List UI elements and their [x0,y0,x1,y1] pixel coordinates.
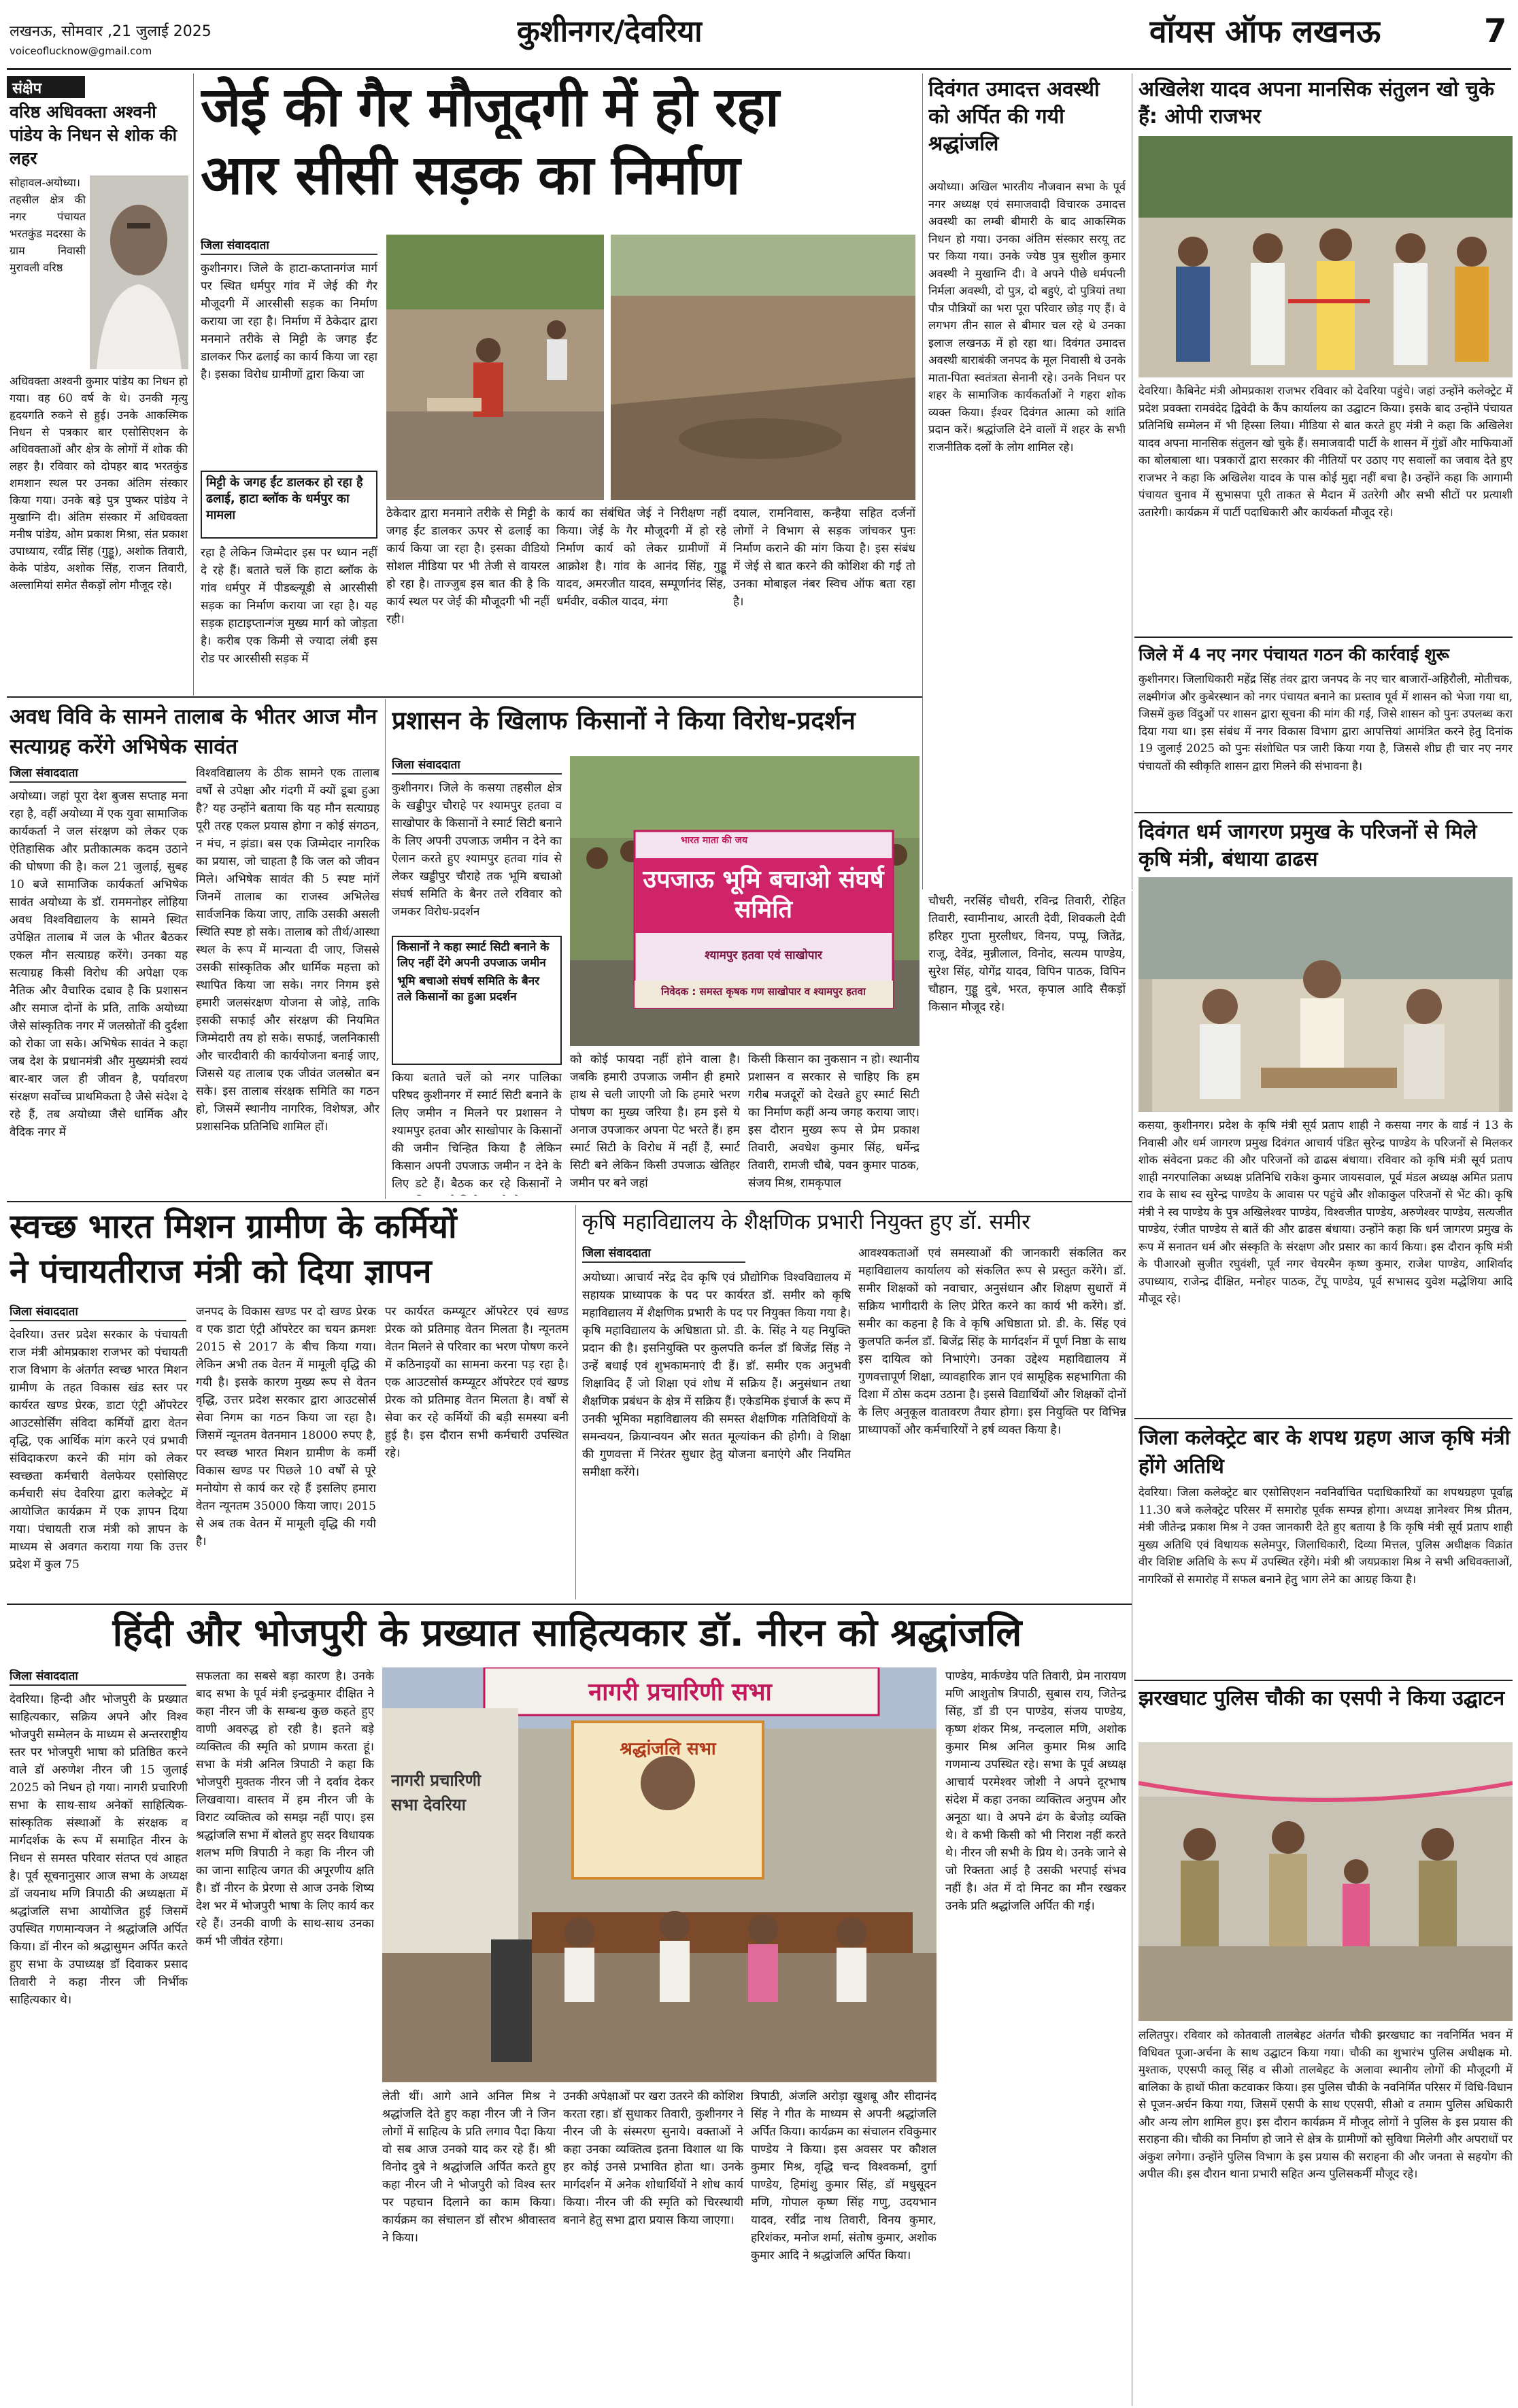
hindi-col3: लेती थीं। आगे आने अनिल मिश्र ने श्रद्धांजलि देते हुए कहा नीरन जी ने जिन लोगों में साहित्य के प्रति लगाव पैदा किया वो सब आज उनको याद कर रहे हैं। श्री विनोद दुबे ने श्रद्धांजलि अर्पित करते हुए कहा नीरन जी ने भोजपुरी को विश्व स्तर पर पहचान दिलाने का काम किया। कार्यक्रम का संचालन डॉ सौरभ श्रीवास्तव ने किया। [382,2090,556,2245]
section-rule [1134,1418,1513,1419]
kisan-box-point-1: किसानों ने कहा स्मार्ट सिटी बनाने के लिए नहीं देंगे अपनी उपजाऊ जमीन [397,940,550,970]
kisan-col1: कुशीनगर। जिले के कसया तहसील क्षेत्र के खड्डीपुर चौराहे पर श्यामपुर हतवा व साखोपार के किसानों ने स्मार्ट सिटी बनाने के लिए अपनी उपजाऊ जमीन न देने का ऐलान करते हुए श्यामपुर हतवा गांव से लेकर खड्डीपुर चौराहे तक भूमि बचाओ संघर्ष समिति के बैनर तले रविवार को जमकर विरोध-प्रदर्शन [392,781,562,919]
tribute-body: अयोध्या। अखिल भारतीय नौजवान सभा के पूर्व नगर अध्यक्ष एवं समाजवादी विचारक उमादत्त अवस्थी का लम्बी बीमारी के बाद आकस्मिक निधन हो गया। उनका अंतिम संस्कार सरयू तट पर किया गया। उनके ज्येष्ठ पुत्र सुशील कुमार अवस्थी ने मुखाग्नि दी। वे अपने पीछे धर्मपत्नी निर्मला अवस्थी, दो पुत्र, दो बहुएं, दो पुत्रियां तथा पौत्र पौत्रियों का भरा पूरा परिवार छोड़ गए हैं। वे लगभग तीन साल से बीमार चल रहे थे उनका इलाज लखनऊ में हो रहा था। दिवंगत उमादत्त अवस्थी बाराबंकी जनपद के मूल निवासी थे उनके माता-पिता स्वतंत्रता सेनानी रहे। उनके निधन पर शहर के सामाजिक कार्यकर्ताओं ने गहरा शोक व्यक्त किया। ईश्वर दिवंगत आत्मा को शांति प्रदान करें। श्रद्धांजलि देने वालों में शहर के सभी राजनीतिक दलों के लोग शामिल रहे। [928,180,1126,454]
dharm-photo-meeting [1138,877,1513,1112]
banner-footer: निवेदक : समस्त कृषक गण साखोपार व श्यामपुर हतवा [661,985,866,998]
brief-body: अधिवक्ता अश्वनी कुमार पांडेय का निधन हो गया। वह 60 वर्ष के थे। उनकी मृत्यु हृदयगति रुकने से हुई। उनके आकस्मिक निधन से पत्रकार बार एसोसिएशन के अधिवक्ताओं और क्षेत्र के लोगों में शोक की लहर है। रविवार को दोपहर बाद भरतकुंड शमशान स्थल पर उनका अंतिम संस्कार किया गया। उनके बड़े पुत्र पुष्कर पांडेय ने मुखाग्नि दी। अंतिम संस्कार में अधिवक्ता मनीष पांडेय, ओम प्रकाश मिश्रा, संत प्रकाश उपाध्याय, रवींद्र सिंह (गुड्डू), अशोक तिवारी, केके पांडेय, अशोक सिंह, राजन तिवारी, अल्लामियां समेत सैकड़ों लोग मौजूद रहे। [10,375,188,592]
brief-tag: संक्षेप [7,76,85,98]
page-number: 7 [1484,12,1507,50]
akhilesh-photo-inauguration [1138,136,1513,377]
dharm-headline: दिवंगत धर्म जागरण प्रमुख के परिजनों से मिले कृषि मंत्री, बंधाया ढाढस [1138,820,1477,871]
lead-highlight-box: मिट्टी के जगह ईंट डालकर हो रहा है ढलाई, हाटा ब्लॉक के धर्मपुर का मामला [201,471,377,539]
lead-byline: जिला संवाददाता [201,237,377,255]
section-rule [1134,1680,1513,1681]
kisan-byline: जिला संवाददाता [392,756,562,775]
brief-portrait [90,175,188,369]
email: voiceoflucknow@gmail.com [10,45,152,57]
lead-headline-2: आर सीसी सड़क का निर्माण [201,144,740,207]
brief-headline: वरिष्ठ अधिवक्ता अश्वनी पांडेय के निधन से शोक की लहर [10,102,178,168]
photo-banner-title: नागरी प्रचारिणी सभा [588,1678,772,1706]
banner-slogan: भारत माता की जय [680,835,748,846]
swachh-headline-1: स्वच्छ भारत मिशन ग्रामीण के कर्मियों [10,1207,457,1246]
krishi-headline: कृषि महाविद्यालय के शैक्षणिक प्रभारी नियुक्त हुए डॉ. समीर [582,1210,1030,1234]
swachh-col1: देवरिया। उत्तर प्रदेश सरकार के पंचायती राज मंत्री ओमप्रकाश राजभर को पंचायती राज विभाग के अंतर्गत स्वच्छ भारत मिशन ग्रामीण के तहत विकास खंड स्तर पर कार्यरत खण्ड प्रेरक, डाटा एंट्री ऑपरेटर आउटसोर्सिंग संविदा कर्मियों द्वारा वेतन वृद्धि, एक आर्थिक मांग करने एवं प्रभावी संविदाकरण करने की मांग को लेकर स्वच्छता कर्मचारी वेलफेयर एसोसिएट कर्मचारी संघ देवरिया द्वारा कलेक्ट्रेट में आयोजित कार्यक्रम में एक ज्ञापन दिया गया। पंचायती राज मंत्री को ज्ञापन के माध्यम से अवगत कराया गया कि उत्तर प्रदेश में कुल 75 [10,1328,188,1572]
swachh-col3: पर कार्यरत कम्प्यूटर ऑपरेटर एवं खण्ड प्रेरक को प्रतिमाह वेतन मिलता है। न्यूनतम वेतन मिलने से परिवार का भरण पोषण करने में कठिनाइयों का सामना करना पड़ रहा है। एक आउटसोर्स कम्प्यूटर ऑपरेटर एवं खण्ड प्रेरक को प्रतिमाह वेतन मिलता है। वर्षों से सेवा कर रहे कर्मियों की बड़ी समस्या बनी हुई है। इस दौरान सभी कर्मचारी उपस्थित रहे। [385,1305,569,1460]
photo-banner-subtitle: श्रद्धांजलि सभा [620,1739,716,1759]
avadh-byline: जिला संवाददाता [10,764,186,783]
dharm-body: कसया, कुशीनगर। प्रदेश के कृषि मंत्री सूर्य प्रताप शाही ने कसया नगर के वार्ड नं 13 के निवासी और धर्म जागरण प्रमुख दिवंगत आचार्य पंडित सुरेन्द्र पाण्डेय के परिजनों से मिलकर शोक संवेदना प्रकट की और परिजनों को ढाढस बंधाया। रविवार को कृषि मंत्री सूर्य प्रताप शाही नगरपालिका अध्यक्ष प्रतिनिधि राकेश कुमार जायसवाल, पूर्व मंडल अध्यक्ष अमित प्रताप राव के साथ स्व सुरेन्द्र पाण्डेय के आवास पर पहुंचे और शोकाकुल परिजनों से भेंट की। कृषि मंत्री ने स्व पाण्डेय के पुत्र अखिलेश्वर पाण्डेय, विश्वजीत पाण्डेय, अरुणेश्वर पाण्डेय, सत्यजीत पाण्डेय, रंजीत पाण्डेय से बातें की और ढाढस बंधाया। उन्होंने कहा कि धर्म जागरण प्रमुख के रूप में सनातन धर्म और संस्कृति के संरक्षण और प्रसार का कार्य किया। इस दौरान कृषि मंत्री के पीआरओ सुजीत रघुवंशी, पूर्व नगर चेयरमैन कृष्ण कुमार, राजेश पाण्डेय, आशिर्वाद उपाध्याय, राजेन्द्र दीक्षित, मनोहर पाठक, टेंपू पाण्डेय, पूर्व सभासद युवेश मद्धेशिया आदि मौजूद रहे। [1138,1119,1513,1305]
akhilesh-headline: अखिलेश यादव अपना मानसिक संतुलन खो चुके हैं: ओपी राजभर [1138,78,1495,129]
nagar-body: कुशीनगर। जिलाधिकारी महेंद्र सिंह तंवर द्वारा जनपद के नए चार बाजारों-अहिरौली, मोतीचक, लक्ष्मीगंज और कुबेरस्थान को नगर पंचायत बनाने का प्रस्ताव पूर्व में शासन को भेजा गया था, जिसमें कुछ विंदुओं पर शासन द्वारा सूचना की मांग की गई, जिसे शासन को पुनः उपलब्ध करा दिया गया था। इस संबंध में नगर विकास विभाग द्वारा आपत्तियां आमंत्रित करने हेतु दिनांक 19 जुलाई 2025 को पुनः संशोधित पत्र जारी किया गया है, जिससे शीघ्र ही चार नए नगर पंचायतों की स्वीकृति शासन द्वारा मिलने की संभावना है। [1138,673,1513,773]
hindi-col4: उनकी अपेक्षाओं पर खरा उतरने की कोशिश करता रहा। डॉ सुधाकर तिवारी, कुशीनगर ने नीरन जी के संस्मरण सुनाये। वक्ताओं ने कहा उनका व्यक्तित्व इतना विशाल था कि हर कोई उनसे प्रभावित होता था। उनके मार्गदर्शन में अनेक शोधार्थियों ने शोध कार्य किया। नीरन जी की स्मृति को चिरस्थायी बनाने हेतु सभा द्वारा प्रयास किया जाएगा। [563,2090,743,2227]
avadh-headline: अवध विवि के सामने तालाब के भीतर आज मौन सत्याग्रह करेंगे अभिषेक सावंत [10,705,377,759]
lead-headline-1: जेई की गैर मौजूदगी में हो रहा [201,76,779,139]
dateline: लखनऊ, सोमवार ,21 जुलाई 2025 [10,23,212,40]
krishi-col2: आवश्यकताओं एवं समस्याओं की जानकारी संकलित कर महाविद्यालय कार्यालय को संकलित रूप से प्रस्तुत करेंगे। डॉ. समीर शिक्षकों को नवाचार, अनुसंधान और शिक्षण सुधारों में सक्रिय भागीदारी के लिए प्रेरित करने का कार्य भी करेंगे। डॉ. समीर का कहना है कि वे कृषि अधिष्ठाता प्रो. डी. के. सिंह एवं कुलपति कर्नल डॉ. बिजेंद्र सिंह के मार्गदर्शन में पूर्ण निष्ठा के साथ इस दायित्व को निभाएंगे। उनका उद्देश्य महाविद्यालय में गुणवत्तापूर्ण शिक्षा, व्यावहारिक ज्ञान एवं सामूहिक सहभागिता की दिशा में ठोस कदम उठाना है। इससे विद्यार्थियों और शिक्षकों दोनों के लिए अनुकूल वातावरण तैयार होगा। इस नियुक्ति पर विभिन्न प्राध्यापकों और कर्मचारियों ने हर्ष व्यक्त किया है। [858,1247,1126,1437]
banner-title: उपजाऊ भूमि बचाओ संघर्ष समिति [643,866,884,923]
nagar-headline: जिले में 4 नए नगर पंचायत गठन की कार्रवाई शुरू [1138,645,1449,664]
section-rule [7,1604,1132,1605]
avadh-col2: विश्वविद्यालय के ठीक सामने एक तालाब वर्षों से उपेक्षा और गंदगी में क्यों डूबा हुआ है? यह उन्होंने बताया कि यह मौन सत्याग्रह पूरी तरह एकल प्रयास होगा न कोई संगठन, न मंच, न झंडा। बस एक जिम्मेदार नागरिक का प्रयास, जो चाहता है कि जल को जीवन मिले। अभिषेक सावंत की 5 स्पष्ट मांगें जिनमें तालाब का राजस्व अभिलेख सार्वजनिक किया जाए, ताकि उसकी असली स्थिति स्पष्ट हो सके। तालाब को तीर्थ/आस्था स्थल के रूप में मान्यता दी जाए, जिससे उसकी सांस्कृतिक और धार्मिक महत्ता को स्थापित किया जा सके। नगर निगम इसे हमारी जलसंरक्षण योजना से जोड़े, ताकि इसकी सफाई और संरक्षण की नियमित जिम्मेदारी तय हो सके। सफाई, जलनिकासी और चारदीवारी की कार्ययोजना बनाई जाए, जिससे यह तालाब एक जीवंत जलस्रोत बन सके। इस तालाब संरक्षक समिति का गठन हो, जिसमें स्थानीय नागरिक, विशेषज्ञ, और प्रशासनिक प्रतिनिधि शामिल हों। [196,766,380,1134]
section-rule [1134,812,1513,813]
section-rule [7,1201,1132,1202]
kisan-headline: प्रशासन के खिलाफ किसानों ने किया विरोध-प्रदर्शन [392,706,856,735]
swachh-headline-2: ने पंचायतीराज मंत्री को दिया ज्ञापन [10,1252,432,1291]
banner-subtitle: श्यामपुर हतवा एवं साखोपार [705,949,822,962]
krishi-byline: जिला संवाददाता [582,1244,745,1263]
hindi-headline: हिंदी और भोजपुरी के प्रख्यात साहित्यकार डॉ. नीरन को श्रद्धांजलि [112,1611,1022,1655]
police-headline: झरखघाट पुलिस चौकी का एसपी ने किया उद्घाटन [1138,1686,1505,1710]
lead-col4: दयाल, रामनिवास, कन्हैया सहित दर्जनों लोगों ने विभाग से सड़क जांचकर पुनः निर्माण कराने की मांग किया है। इस संबंध में जेई से बात करने की कोशिश की गई तो उनका मोबाइल नंबर स्विच ऑफ बता रहा है। [733,507,915,609]
police-photo-ribbon [1138,1742,1513,2021]
lead-photo-brick-road [611,235,915,500]
col-divider [193,73,194,696]
lead-col1: कुशीनगर। जिले के हाटा-कप्तानगंज मार्ग पर स्थित धर्मपुर गांव में जेई की गैर मौजूदगी में आरसीसी सड़क का निर्माण कराया जा रहा है। निर्माण में ठेकेदार द्वारा मनमाने तरीके से मिट्टी के जगह ईंट डालकर फिर ढलाई का कार्य किया जा रहा है। इसका विरोध ग्रामीणों द्वारा किया जा [201,262,377,381]
bar-body: देवरिया। जिला कलेक्ट्रेट बार एसोसिएशन नवनिर्वाचित पदाधिकारियों का शपथग्रहण पूर्वाह्न 11.30 बजे कलेक्ट्रेट परिसर में समारोह पूर्वक सम्पन्न होगा। अध्यक्ष ज्ञानेश्वर मिश्र प्रीतम, मंत्री जीतेन्द्र प्रकाश मिश्र ने उक्त जानकारी देते हुए बताया है कि कृषि मंत्री सूर्य प्रताप शाही मुख्य अतिथि एवं विधायक सलेमपुर, जिलाधिकारी, दिव्या मित्तल, पुलिस अधीक्षक विक्रांत वीर विशिष्ट अतिथि के रूप में उपस्थित रहेंगे। मंत्री श्री जयप्रकाश मिश्र ने सभी अधिवक्ताओं, नागरिकों से समारोह में सफल बनाने हेतु भाग लेने का आग्रह किया है। [1138,1486,1513,1586]
swachh-byline: जिला संवाददाता [10,1303,186,1321]
lead-col2: ठेकेदार द्वारा मनमाने तरीके से मिट्टी के जगह ईंट डालकर ऊपर से ढलाई का कार्य किया जा रहा है। इसका वीडियो सोशल मीडिया पर भी तेजी से वायरल हो रहा है। ताज्जुब इस बात की है कि कार्य स्थल पर जेई की मौजूदगी भी नहीं रही। [386,507,550,626]
photo-wall-sign: नागरी प्रचारिणी सभा देवरिया [391,1771,482,1814]
section-rule [1134,637,1513,638]
lead-col1b: रहा है लेकिन जिम्मेदार इस पर ध्यान नहीं दे रहे हैं। बताते चलें कि हाटा ब्लॉक के गांव धर्मपुर में पीडब्ल्यूडी से आरसीसी सड़क का निर्माण कराया जा रहा है। यह सड़क हाटाइप्तान्गंज मुख्य मार्ग को जोड़ता है। करीब एक किमी से ज्यादा लंबी इस रोड पर आरसीसी सड़क में [201,546,377,666]
hindi-byline: जिला संवाददाता [10,1667,186,1686]
lead-col3: कार्य का संबंधित जेई ने निरीक्षण नहीं किया। जेई के गैर मौजूदगी में हो रहे निर्माण कार्य को लेकर ग्रामीणों में आक्रोश है। गांव के आनंद सिंह, गुड्डू यादव, अमरजीत यादव, सम्पूर्णानंद सिंह, धर्मवीर, वकील यादव, मंगा [556,507,726,609]
section-title: कुशीनगर/देवरिया [517,14,703,49]
tribute-headline: दिवंगत उमादत्त अवस्थी को अर्पित की गयी श्रद्धांजलि [928,78,1100,156]
hindi-col1: देवरिया। हिन्दी और भोजपुरी के प्रख्यात साहित्यकार, सक्रिय अपने और विश्व भोजपुरी सम्मेलन के माध्यम से अन्तरराष्ट्रीय स्तर पर भोजपुरी भाषा को प्रतिष्ठित करने वाले डॉ अरुणेश नीरन जी 15 जुलाई 2025 को निधन हो गया। नागरी प्रचारिणी सभा के साथ-साथ अनेकों साहित्यिक-सांस्कृतिक संस्थाओं के संरक्षक व मार्गदर्शक के रूप में समाहित नीरन के निधन से समस्त परिवार संतप्त एवं आहत है। पूर्व सूचनानुसार आज सभा के अध्यक्ष डॉ जयनाथ मणि त्रिपाठी की अध्यक्षता में श्रद्धांजलि सभा आयोजित हुई जिसमें उपस्थित गणमान्यजन ने श्रद्धांजलि अर्पित किया। डॉ नीरन को श्रद्धासुमन अर्पित करते हुए सभा के उपाध्यक्ष डॉ दिवाकर प्रसाद तिवारी ने कहा नीरन जी निर्भीक साहित्यकार थे। [10,1693,188,2007]
kisan-col4: चौधरी, नरसिंह चौधरी, रविन्द्र तिवारी, रोहित तिवारी, स्वामीनाथ, आरती देवी, शिवकली देवी हरिहर गुप्ता मुरलीधर, विनय, पप्पू, जितेंद्र, राजू, देवेंद्र, मुन्नीलाल, विनोद, सत्यम पाण्डेय, सुरेश सिंह, योगेंद्र यादव, विपिन पाठक, विपिन चौहान, गुड्डू दुबे, भरत, कृपाल आदि सैकड़ों किसान मौजूद रहे। [928,894,1126,1014]
kisan-box-point-2: भूमि बचाओ संघर्ष समिति के बैनर तले किसानों का हुआ प्रदर्शन [397,974,540,1004]
brand-title: वॉयस ऑफ लखनऊ [1149,13,1381,50]
hindi-col6: पाण्डेय, मार्कण्डेय पति तिवारी, प्रेम नारायण मणि आशुतोष त्रिपाठी, सुबास राय, जितेन्द्र सिंह, डॉ डी एन पाण्डेय, संजय पाण्डेय, कृष्ण शंकर मिश्र, नन्दलाल मणि, अशोक कुमार मिश्र अनिल कुमार मिश्र आदि गणमान्य उपस्थित रहे। सभा के पूर्व अध्यक्ष आचार्य परमेश्वर जोशी ने अपने दूरभाष संदेश में कहा उनका व्यक्तित्व अनुपम और अनूठा था। वे अपने ढंग के बेजोड़ व्यक्ति थे। वे कभी किसी को भी निराश नहीं करते थे। नीरन जी सभी के प्रिय थे। उनके जाने से जो रिक्तता आई है उसकी भरपाई संभव नहीं है। अंत में दो मिनट का मौन रखकर उनके प्रति श्रद्धांजलि अर्पित की गई। [945,1669,1126,1913]
kisan-col2: को कोई फायदा नहीं होने वाला है। जबकि हमारी उपजाऊ जमीन ही हमारे हाथ से चली जाएगी जो कि हमारे भरण पोषण का मुख्य जरिया है। हम इसे ये अनाज उपजाकर अपना पेट भरते हैं। हम स्मार्ट सिटी के विरोध में नहीं हैं, स्मार्ट सिटी बने लेकिन किसी उपजाऊ खेतिहर जमीन पर बने जहां [570,1053,740,1190]
kisan-highlight-box [392,936,562,1065]
hindi-photo-tribute-meeting [382,1667,937,2082]
hindi-col2: सफलता का सबसे बड़ा कारण है। उनके बाद सभा के पूर्व मंत्री इन्द्रकुमार दीक्षित ने कहा नीरन जी के सम्बन्ध कुछ कहते हुए वाणी अवरुद्ध हो रही है। इतने बड़े व्यक्तित्व की स्मृति को प्रणाम करता हूं। सभा के मंत्री अनिल त्रिपाठी ने कहा कि भोजपुरी मुक्तक नीरन जी ने दर्वाव देकर लिखवाया। वास्तव में हम नीरन जी के विराट व्यक्तित्व को समझ नहीं पाए। इस श्रद्धांजलि सभा में बोलते हुए सदर विधायक शलभ मणि त्रिपाठी ने कहा कि नीरन जी का जाना साहित्य जगत की अपूरणीय क्षति है। डॉ नीरन के प्रेरणा से आज उनके शिष्य देश भर में भोजपुरी भाषा के लिए कार्य कर रहे हैं। उनकी वाणी के साथ-साथ उनका कर्म भी जीवंत रहेगा। [196,1669,374,1948]
col-divider [385,699,386,1199]
swachh-col2: जनपद के विकास खण्ड पर दो खण्ड प्रेरक व एक डाटा एंट्री ऑपरेटर का चयन क्रमशः 2015 से 2017 के बीच किया गया। लेकिन अभी तक वेतन में मामूली वृद्धि की गयी है। इसके कारण मुख्य रूप से वेतन वृद्धि, उत्तर प्रदेश सरकार द्वारा आउटसोर्स सेवा निगम का गठन किया जा रहा है। जिसमें न्यूनतम वेतनमान 18000 रुपए है, पर स्वच्छ भारत मिशन ग्रामीण के कर्मी विकास खण्ड पर पिछले 10 वर्षों से पूरे मनोयोग से कार्य कर रहे हैं इसलिए हमारा वेतन न्यूनतम 35000 किया जाए। 2015 से अब तक वेतन में मामूली वृद्धि की गयी है। [196,1305,376,1548]
col-divider [575,1205,576,1599]
bar-headline: जिला कलेक्ट्रेट बार के शपथ ग्रहण आज कृषि मंत्री होंगे अतिथि [1138,1426,1511,1478]
police-body: ललितपुर। रविवार को कोतवाली तालबेहट अंतर्गत चौकी झरखघाट का नवनिर्मित भवन में विधिवत पूजा-अर्चना के साथ उद्घाटन किया गया। चौकी का शुभारंभ पुलिस अधीक्षक मो. मुश्ताक, एएसपी कालू सिंह व सीओ तालबेहट के अलावा स्थानीय लोगों की मौजूदगी में बालिका के हाथों फीता कटवाकर किया। इस पुलिस चौकी के नवनिर्मित परिसर में विधि-विधान से पूजन-अर्चन किया गया, जिसमें एसपी के साथ एएसपी, सीओ व तमाम पुलिस अधिकारी और अन्य लोग शामिल हुए। इस दौरान कार्यक्रम में मौजूद लोगों ने पुलिस के इस प्रयास की सराहना की। चौकी का निर्माण हो जाने से क्षेत्र के ग्रामीणों को सुविधा मिलेगी और अपराधों पर अंकुश लगेगा। उन्होंने पुलिस विभाग के इस प्रयास की सराहना की और जनता से सहयोग की अपील की। इस दौरान थाना प्रभारी सहित अन्य पुलिसकर्मी मौजूद रहे। [1138,2029,1513,2180]
section-rule [7,696,922,698]
kisan-col1b: किया बताते चलें को नगर पालिका परिषद कुशीनगर में स्मार्ट सिटी बनाने के लिए जमीन न मिलने पर प्रशासन ने श्यामपुर हतवा और साखोपार के किसानों की जमीन चिन्हित किया है लेकिन किसान अपनी उपजाऊ जमीन न देने के लिए डटे हैं। बैठक कर रहे किसानों ने [392,1071,562,1191]
hindi-col5: त्रिपाठी, अंजलि अरोड़ा खुशबू और सीदानंद सिंह ने गीत के माध्यम से अपनी श्रद्धांजलि अर्पित किया। कार्यक्रम का संचालन रविकुमार पाण्डेय ने किया। इस अवसर पर कौशल कुमार मिश्र, वृद्धि चन्द विश्वकर्मा, दुर्गा पाण्डेय, हिमांशु कुमार सिंह, डॉ मधुसूदन मणि, गोपाल कृष्ण सिंह गणु, उदयभान यादव, रवींद्र नाथ तिवारी, विनय कुमार, हरिशंकर, मनोज शर्मा, संतोष कुमार, अशोक कुमार आदि ने श्रद्धांजलि अर्पित किया। [751,2090,937,2262]
krishi-col1: अयोध्या। आचार्य नरेंद्र देव कृषि एवं प्रौद्योगिक विश्वविद्यालय में सहायक प्राध्यापक के पद पर कार्यरत डॉ. समीर को कृषि महाविद्यालय में शैक्षणिक प्रभारी के पद पर नियुक्त किया गया है। कृषि महाविद्यालय के अधिष्ठाता प्रो. डी. के. सिंह ने यह नियुक्ति प्रदान की है। इसनियुक्ति पर कुलपति कर्नल डॉ बिजेंद्र सिंह ने उन्हें बधाई एवं शुभकामनाएं दी हैं। डॉ. समीर एक अनुभवी शिक्षाविद हैं जो शिक्षा एवं शोध में सक्रिय हैं। अनुसंधान तथा शैक्षणिक प्रबंधन के क्षेत्र में सक्रिय हैं। एकेडमिक इंचार्ज के रूप में उनकी भूमिका महाविद्यालय की समस्त शैक्षणिक गतिविधियों के समन्वयन, क्रियान्वयन और सतत मूल्यांकन की होगी। वे शिक्षा की गुणवत्ता में निरंतर सुधार हेतु योजना बनाएंगे और नियमित समीक्षा करेंगे। [582,1271,851,1479]
col-divider [922,73,923,889]
lead-photo-road-workers [386,235,604,500]
brief-intro-text: सोहावल-अयोध्या। तहसील क्षेत्र की नगर पंचायत भरतकुंड मदरसा के ग्राम निवासी मुरावली वरिष्ठ [10,176,86,274]
avadh-col1: अयोध्या। जहां पूरा देश बुजस सप्ताह मना रहा है, वहीं अयोध्या में एक युवा सामाजिक कार्यकर्ता ने जल संरक्षण को लेकर एक ऐतिहासिक और प्रतीकात्मक कदम उठाने की घोषणा की है। कल 21 जुलाई, सुबह 10 बजे सामाजिक कार्यकर्ता अभिषेक सावंत अयोध्या के डॉ. राममनोहर लोहिया अवध विश्वविद्यालय के सामने स्थित उपेक्षित तालाब में जल के भीतर बैठकर एकल मौन सत्याग्रह करेंगे। उनका यह सत्याग्रह किसी विरोध की अपेक्षा एक नैतिक और वैचारिक दबाव है कि प्रशासन और समाज दोनों के प्रति, ताकि अयोध्या जैसे सांस्कृतिक नगर में जलस्रोतों की दुर्दशा को रोका जा सके। अभिषेक सावंत ने कहा जब देश के प्रधानमंत्री और मुख्यमंत्री स्वयं बार-बार जल ही जीवन है, पर्यावरण संरक्षण सर्वोच्च प्राथमिकता है जैसे संदेश दे रहे हैं, तब अयोध्या जैसे धार्मिक और वैदिक नगर में [10,790,188,1139]
masthead-rule [7,68,1511,70]
kisan-col3: किसी किसान का नुकसान न हो। स्थानीय प्रशासन व सरकार से चाहिए कि हम गरीब मजदूरों को देखते हुए स्मार्ट सिटी का निर्माण कहीं अन्य जगह कराया जाए। इस दौरान मुख्य रूप से प्रेम प्रकाश तिवारी, अवधेश कुमार सिंह, धर्मेन्द्र तिवारी, रामजी चौबे, पवन कुमार पाठक, संजय मिश्र, रामकृपाल [748,1053,920,1190]
akhilesh-body: देवरिया। कैबिनेट मंत्री ओमप्रकाश राजभर रविवार को देवरिया पहुंचे। जहां उन्होंने कलेक्ट्रेट में प्रदेश प्रवक्ता रामवंदेद द्विवेदी के कैंप कार्यालय का उद्घाटन किया। इसके बाद उन्होंने पंचायत प्रतिनिधि सम्मेलन में भी हिस्सा लिया। मीडिया से बात करते हुए मंत्री ने कहा कि अखिलेश यादव अपना मानसिक संतुलन खो चुके हैं। समाजवादी पार्टी के शासन में गुंडों और माफियाओं का बोलबाला था। पत्रकारों द्वारा सरकार की नीतियों पर उठाए गए सवालों का जवाब देते हुए राजभर ने कहा कि अखिलेश यादव के पास कोई मुद्दा नहीं बचा है। उन्होंने कहा कि आगामी पंचायत चुनाव में सुभासपा पूरी ताकत से मैदान में उतरेगी और सभी सीटों पर प्रत्याशी उतारेगी। कार्यक्रम में पार्टी पदाधिकारी और कार्यकर्ता मौजूद रहे। [1138,384,1513,519]
